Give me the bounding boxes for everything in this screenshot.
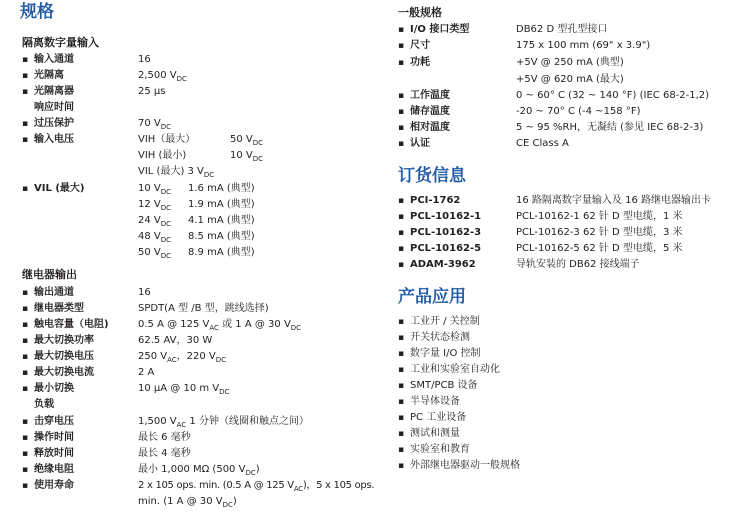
list-item: [398, 346, 698, 362]
spec-value: +5V @ 250 mA (典型): [516, 57, 624, 68]
bullet-icon: ▪: [22, 384, 29, 394]
bullet-icon: ▪: [398, 260, 405, 270]
spec-value: 2 A: [138, 367, 155, 378]
order-description: PCL-10162-1 62 针 D 型电缆，1 米: [516, 211, 683, 222]
bullet-icon: ▪: [22, 55, 29, 65]
bullet-icon: ▪: [22, 87, 29, 97]
bullet-icon: ▪: [22, 352, 29, 362]
spec-row: [22, 414, 382, 430]
bullet-icon: ▪: [22, 368, 29, 378]
spec-row: [22, 181, 352, 197]
bullet-icon: ▪: [398, 317, 405, 327]
bullet-icon: ▪: [398, 397, 405, 407]
bullet-icon: ▪: [398, 91, 405, 101]
spec-value: 2,500 $V_{DC}$: [138, 70, 187, 83]
order-part-number: PCI-1762: [410, 195, 461, 206]
spec-label: 继电器类型: [34, 303, 84, 314]
spec-row: [398, 22, 728, 38]
spec-label: 最大切换功率: [34, 335, 94, 346]
bullet-icon: ▪: [398, 333, 405, 343]
bullet-icon: ▪: [22, 184, 29, 194]
order-row: [398, 193, 738, 209]
vil-voltage: 12 $V_{DC}$: [138, 199, 172, 212]
spec-label: 使用寿命: [34, 480, 74, 491]
order-info-title: 订货信息: [398, 166, 466, 186]
spec-value: +5V @ 620 mA (最大): [516, 74, 624, 85]
spec-row: [22, 197, 352, 213]
spec-row: [398, 120, 728, 136]
order-row: [398, 209, 738, 225]
bullet-icon: ▪: [22, 465, 29, 475]
list-item: [398, 314, 698, 330]
spec-label: 释放时间: [34, 448, 74, 459]
vil-current: 4.1 mA (典型): [188, 215, 255, 226]
bullet-icon: ▪: [398, 107, 405, 117]
relay-output-title: 继电器输出: [22, 268, 77, 281]
vil-voltage: 48 $V_{DC}$: [138, 231, 172, 244]
spec-value: CE Class A: [516, 138, 569, 149]
spec-row: [22, 100, 352, 116]
list-item-text: 数字量 I/O 控制: [410, 348, 481, 359]
bullet-icon: ▪: [22, 449, 29, 459]
spec-value: VIH（最大）: [138, 134, 196, 145]
spec-value: SPDT(A 型 /B 型，跳线选择): [138, 303, 269, 314]
list-item: [398, 378, 698, 394]
list-item: [398, 442, 698, 458]
bullet-icon: ▪: [398, 349, 405, 359]
bullet-icon: ▪: [22, 433, 29, 443]
spec-row: [398, 104, 728, 120]
general-spec-title: 一般规格: [398, 6, 442, 19]
spec-label: 相对温度: [410, 122, 450, 133]
spec-row: [22, 132, 352, 148]
vil-voltage: 24 $V_{DC}$: [138, 215, 172, 228]
spec-title: 规格: [20, 2, 54, 22]
bullet-icon: ▪: [398, 429, 405, 439]
vil-voltage: 10 $V_{DC}$: [138, 183, 172, 196]
bullet-icon: ▪: [22, 119, 29, 129]
spec-row: [22, 245, 352, 261]
spec-value: 175 x 100 mm (69" x 3.9"): [516, 40, 651, 51]
spec-row: [22, 229, 352, 245]
order-part-number: PCL-10162-1: [410, 211, 482, 222]
spec-row: [22, 52, 352, 68]
list-item-text: 工业开 / 关控制: [410, 316, 480, 327]
spec-value: 25 µs: [138, 86, 166, 97]
spec-label: 绝缘电阻: [34, 464, 74, 475]
spec-value: 2 x 105 ops. min. (0.5 A @ 125 $V_{AC}$)，5 x 105 ops.: [138, 480, 375, 493]
spec-row: [22, 365, 382, 381]
spec-row: [22, 349, 382, 365]
order-row: [398, 225, 738, 241]
spec-row: [22, 116, 352, 132]
list-item: [398, 410, 698, 426]
spec-row: [22, 164, 352, 180]
order-description: PCL-10162-5 62 针 D 型电缆，5 米: [516, 243, 683, 254]
spec-label: 输入电压: [34, 134, 74, 145]
iso-input-title: 隔离数字量输入: [22, 36, 99, 49]
spec-label: 认证: [410, 138, 430, 149]
vil-current: 1.6 mA (典型): [188, 183, 255, 194]
spec-row: [22, 494, 382, 510]
bullet-icon: ▪: [398, 212, 405, 222]
spec-row: [22, 446, 382, 462]
spec-label: 击穿电压: [34, 416, 74, 427]
order-row: [398, 257, 738, 273]
spec-value-extra: 50 $V_{DC}$: [230, 134, 264, 147]
spec-value: VIH (最小): [138, 150, 187, 161]
spec-label: 最小切换: [34, 383, 74, 394]
bullet-icon: ▪: [22, 304, 29, 314]
spec-label: 工作温度: [410, 90, 450, 101]
spec-value: 0.5 A @ 125 $V_{AC}$ 或 1 A @ 30 $V_{DC}$: [138, 319, 302, 332]
spec-row: [22, 317, 382, 333]
bullet-icon: ▪: [398, 365, 405, 375]
spec-label: 响应时间: [34, 102, 74, 113]
spec-label: 操作时间: [34, 432, 74, 443]
spec-value: 最长 6 毫秒: [138, 432, 191, 443]
spec-row: [398, 136, 728, 152]
bullet-icon: ▪: [398, 228, 405, 238]
spec-label: 光隔离: [34, 70, 64, 81]
spec-value: 70 $V_{DC}$: [138, 118, 172, 131]
spec-value: 16: [138, 287, 151, 298]
spec-row: [22, 381, 382, 397]
bullet-icon: ▪: [398, 58, 405, 68]
spec-row: [22, 84, 352, 100]
spec-value: 0 ~ 60° C (32 ~ 140 °F) (IEC 68-2-1,2): [516, 90, 710, 101]
bullet-icon: ▪: [22, 481, 29, 491]
bullet-icon: ▪: [398, 41, 405, 51]
spec-label: 尺寸: [410, 40, 430, 51]
spec-row: [398, 72, 728, 88]
spec-label: 输出通道: [34, 287, 74, 298]
order-description: PCL-10162-3 62 针 D 型电缆，3 米: [516, 227, 683, 238]
list-item-text: 工业和实验室自动化: [410, 364, 500, 375]
spec-row: [22, 430, 382, 446]
spec-row: [398, 55, 728, 71]
list-item-text: PC 工业设备: [410, 412, 467, 423]
list-item-text: 开关状态检测: [410, 332, 470, 343]
list-item: [398, 394, 698, 410]
list-item: [398, 426, 698, 442]
spec-value: -20 ~ 70° C (-4 ~158 °F): [516, 106, 641, 117]
spec-row: [22, 213, 352, 229]
spec-value: 16: [138, 54, 151, 65]
bullet-icon: ▪: [398, 413, 405, 423]
list-item: [398, 330, 698, 346]
spec-label: 触电容量（电阻): [34, 319, 109, 330]
list-item-text: 外部继电器驱动一般规格: [410, 460, 520, 471]
bullet-icon: ▪: [22, 320, 29, 330]
list-item-text: SMT/PCB 设备: [410, 380, 478, 391]
spec-label: 过压保护: [34, 118, 74, 129]
order-description: 16 路隔离数字量输入及 16 路继电器输出卡: [516, 195, 711, 206]
spec-value: VIL (最大) 3 $V_{DC}$: [138, 166, 215, 179]
order-part-number: PCL-10162-3: [410, 227, 482, 238]
spec-row: [22, 333, 382, 349]
spec-label: 光隔离器: [34, 86, 74, 97]
spec-value: 250 $V_{AC}$，220 $V_{DC}$: [138, 351, 227, 364]
spec-row: [22, 148, 352, 164]
spec-label: 最大切换电压: [34, 351, 94, 362]
spec-label: I/O 接口类型: [410, 24, 470, 35]
order-description: 导轨安装的 DB62 接线端子: [516, 259, 640, 270]
list-item-text: 实验室和教育: [410, 444, 470, 455]
list-item: [398, 458, 698, 474]
bullet-icon: ▪: [398, 381, 405, 391]
spec-value: 最长 4 毫秒: [138, 448, 191, 459]
bullet-icon: ▪: [22, 71, 29, 81]
bullet-icon: ▪: [398, 445, 405, 455]
spec-label: 负载: [34, 399, 54, 410]
spec-row: [22, 68, 352, 84]
spec-row: [22, 462, 382, 478]
vil-current: 1.9 mA (典型): [188, 199, 255, 210]
order-part-number: ADAM-3962: [410, 259, 476, 270]
spec-row: [398, 38, 728, 54]
spec-row: [22, 285, 382, 301]
order-part-number: PCL-10162-5: [410, 243, 482, 254]
bullet-icon: ▪: [398, 244, 405, 254]
spec-value: min. (1 A @ 30 $V_{DC}$): [138, 496, 237, 509]
applications-title: 产品应用: [398, 287, 466, 307]
spec-row: [22, 397, 382, 413]
bullet-icon: ▪: [398, 461, 405, 471]
spec-row: [22, 301, 382, 317]
bullet-icon: ▪: [22, 336, 29, 346]
spec-value: 62.5 AV，30 W: [138, 335, 213, 346]
spec-label: 最大切换电流: [34, 367, 94, 378]
bullet-icon: ▪: [398, 25, 405, 35]
bullet-icon: ▪: [398, 196, 405, 206]
bullet-icon: ▪: [398, 139, 405, 149]
vil-current: 8.5 mA (典型): [188, 231, 255, 242]
spec-value-extra: 10 $V_{DC}$: [230, 150, 264, 163]
vil-current: 8.9 mA (典型): [188, 247, 255, 258]
bullet-icon: ▪: [398, 123, 405, 133]
spec-label: VIL (最大): [34, 183, 85, 194]
bullet-icon: ▪: [22, 288, 29, 298]
order-row: [398, 241, 738, 257]
spec-value: 10 µA @ 10 m $V_{DC}$: [138, 383, 230, 396]
list-item-text: 测试和测量: [410, 428, 460, 439]
bullet-icon: ▪: [22, 417, 29, 427]
vil-voltage: 50 $V_{DC}$: [138, 247, 172, 260]
spec-row: [22, 478, 382, 494]
spec-value: 1,500 $V_{AC}$ 1 分钟（线圈和触点之间）: [138, 416, 309, 429]
spec-value: 最小 1,000 MΩ (500 $V_{DC}$): [138, 464, 260, 477]
spec-label: 功耗: [410, 57, 430, 68]
spec-row: [398, 88, 728, 104]
spec-value: 5 ~ 95 %RH，无凝结 (参见 IEC 68-2-3): [516, 122, 704, 133]
spec-label: 储存温度: [410, 106, 450, 117]
bullet-icon: ▪: [22, 135, 29, 145]
list-item: [398, 362, 698, 378]
list-item-text: 半导体设备: [410, 396, 460, 407]
spec-value: DB62 D 型孔型接口: [516, 24, 608, 35]
spec-label: 输入通道: [34, 54, 74, 65]
